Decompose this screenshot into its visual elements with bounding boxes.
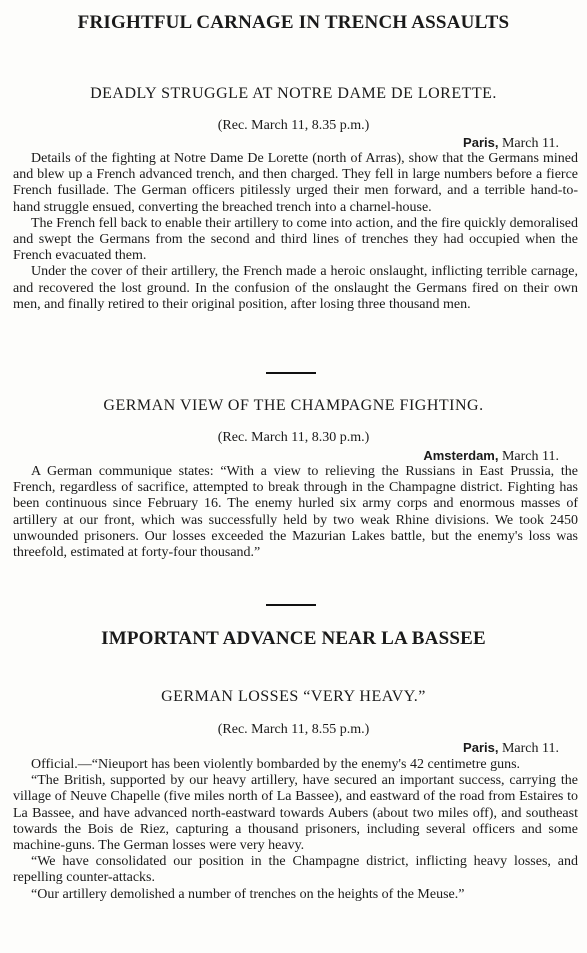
place-date: March 11. — [498, 136, 559, 151]
paragraph: “We have consolidated our position in the Champagne district, inflicting heavy losses, and repelling counter-attacks. — [13, 854, 578, 886]
paragraph: Official.—“Nieuport has been violently bombarded by the enemy's 42 centimetre guns. — [31, 757, 521, 772]
dateline-received-3: (Rec. March 11, 8.55 p.m.) — [217, 722, 370, 737]
place-name: Amsterdam, — [423, 448, 499, 463]
headline-frightful-carnage: FRIGHTFUL CARNAGE IN TRENCH ASSAULTS — [77, 12, 510, 33]
place-date-1 — [463, 135, 559, 152]
paragraph: “The British, supported by our heavy artillery, have secured an important success, carrying the village of Neuve Chapelle (five miles north of La Bassee), and eastward of the road from Estaires to La Bassee, and have advanced north-eastward towards Aubers (about two miles off), and southeast towards the Bois de Riez, capturing a thousand prisoners, including several officers and some machine-guns. The German losses were very heavy. — [13, 773, 578, 854]
headline-la-bassee: IMPORTANT ADVANCE NEAR LA BASSEE — [101, 628, 486, 649]
place-name: Paris, — [463, 740, 499, 755]
dateline-received-2: (Rec. March 11, 8.30 p.m.) — [217, 430, 370, 445]
article-body-1 — [13, 151, 578, 313]
place-date: March 11. — [498, 449, 559, 464]
subheadline-notre-dame: DEADLY STRUGGLE AT NOTRE DAME DE LORETTE. — [90, 85, 497, 102]
paragraph: The French fell back to enable their artillery to come into action, and the fire quickly demoralised and swept the Germans from the second and third lines of trenches they had occupied when the French evacuated them. — [13, 215, 578, 264]
subheadline-german-losses: GERMAN LOSSES “VERY HEAVY.” — [161, 688, 426, 705]
place-date: March 11. — [498, 741, 559, 756]
paragraph: Details of the fighting at Notre Dame De Lorette (north of Arras), show that the Germans mined and blew up a French advanced trench, and then charged. They fell in large numbers before a fierce French fusillade. The German officers pitilessly urged their men forward, and a terrible hand-to-hand struggle ensued, converting the breached trench into a charnel-house. — [13, 151, 578, 215]
paragraph: “Our artillery demolished a number of trenches on the heights of the Meuse.” — [31, 886, 465, 902]
place-date-2 — [423, 448, 559, 465]
place-name: Paris, — [463, 135, 499, 150]
paragraph: A German communique states: “With a view to relieving the Russians in East Prussia, the French, regardless of sacrifice, attempted to break through in the Champagne district. Fighting has been continuous since February 16. The enemy hurled six army corps and enormous masses of artillery at our front, which was successfully held by two weak Rhine divisions. We took 2450 unwounded prisoners. Our losses exceeded the Mazurian Lakes battle, but the enemy's loss was threefold, estimated at forty-four thousand.” — [13, 464, 578, 561]
article-body-2 — [13, 464, 578, 561]
dateline-received-1: (Rec. March 11, 8.35 p.m.) — [217, 118, 370, 133]
place-date-3 — [463, 740, 559, 757]
article-body-3 — [13, 757, 578, 903]
subheadline-champagne: GERMAN VIEW OF THE CHAMPAGNE FIGHTING. — [103, 397, 484, 414]
section-divider — [266, 372, 316, 374]
paragraph: Under the cover of their artillery, the French made a heroic onslaught, inflicting terrible carnage, and recovered the lost ground. In the confusion of the onslaught the Germans fired on their own men, and finally retired to their original position, after losing three thousand men. — [13, 264, 578, 312]
section-divider — [266, 604, 316, 606]
